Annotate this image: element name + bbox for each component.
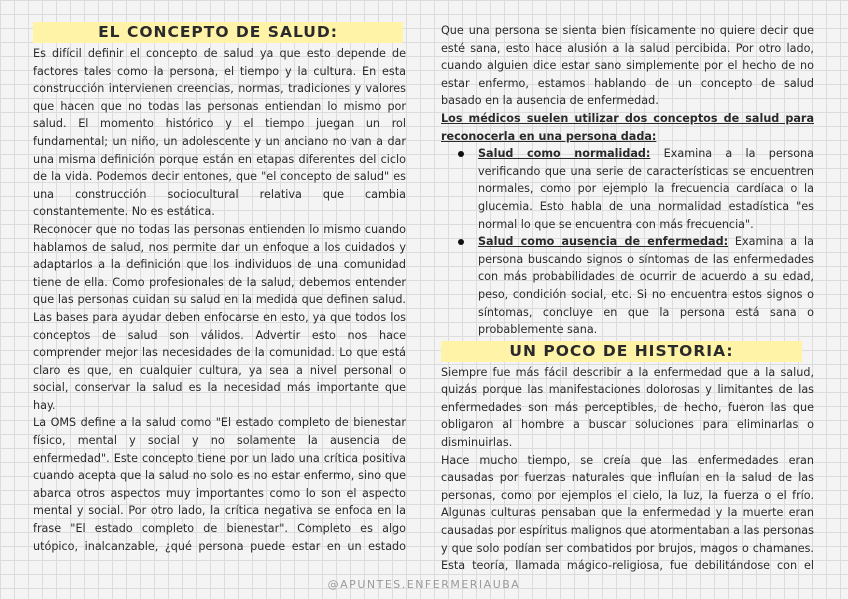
right-column — [441, 22, 814, 575]
list-item — [441, 233, 814, 339]
paragraph-salud-percibida: Que una persona se sienta bien físicamente no quiere decir que esté sana, esto hace alusión a la salud percibida. Por otro lado, cuando alguien dice estar sano simplemente por el hecho de no estar enfermo, estamos hablando de un concepto de salud basado en la ausencia de enfermedad. — [441, 24, 814, 108]
footer-handle: @APUNTES.ENFERMERIAUBA — [327, 578, 521, 591]
bullet-icon — [458, 239, 464, 245]
left-column — [33, 22, 406, 557]
paragraph-definicion: Es difícil definir el concepto de salud ya que esto depende de factores tales como la persona, el tiempo y la cultura. En esta construcción intervienen creencias, normas, tradiciones y valores que hacen que no todas las personas entiendan lo mismo por salud. El momento histórico y el tiempo juegan un rol fundamental; un niño, un adolescente y un anciano no van a dar una misma definición porque están en etapas diferentes del ciclo de la vida. Podemos decir entones, que "el concepto de salud" es una construcción sociocultural relativa que cambia constantemente. No es estática. — [33, 47, 406, 219]
bullet-icon — [458, 151, 464, 157]
paragraph-historia-1: Siempre fue más fácil describir a la enfermedad que a la salud, quizás porque las manifestaciones dolorosas y limitantes de las enfermedades son más perceptibles, de hecho, fueron las que obligaron al hombre a buscar soluciones para eliminarlas o disminuirlas. — [441, 365, 814, 450]
term-ausencia: Salud como ausencia de enfermedad: — [478, 235, 729, 249]
paragraph-oms: La OMS define a la salud como "El estado completo de bienestar físico, mental y social y no solamente la ausencia de enfermedad". Este concepto tiene por un lado una crítica positiva cuando acepta que la salud no solo es no estar enfermo, sino que abarca otros aspectos muy importantes como lo son el aspecto mental y social. Por otro lado, la crítica negativa se enfoca en la frase "El estado completo de bienestar". Completo es algo utópico, inalcanzable, ¿qué persona puede estar en un estado — [33, 416, 406, 553]
section-title-historia: UN POCO DE HISTORIA: — [441, 341, 802, 362]
term-normalidad: Salud como normalidad: — [478, 147, 651, 161]
text-ausencia: Examina a la persona buscando signos o síntomas de las enfermedades con más probabilidades de ocurrir de acuerdo a su edad, peso, condición social, etc. Si no encuentra estos signos o síntomas, concluye en que la persona está sana o probablemente sana. — [478, 235, 814, 337]
paragraph-reconocer: Reconocer que no todas las personas entienden lo mismo cuando hablamos de salud, nos permite dar un enfoque a los cuidados y adaptarlos a la definición que los individuos de una comunidad tiene de ella. Como profesionales de la salud, debemos entender que las personas cuidan su salud en la medida que definen salud. Las bases para ayudar deben enfocarse en esto, ya que todos los conceptos de salud son válidos. Advertir esto nos hace comprender mejor las necesidades de la comunidad. Lo que está claro es que, en cualquier cultura, ya sea a nivel personal o social, conservar la salud es la necesidad más importante que hay. — [33, 222, 406, 412]
concepts-list — [441, 145, 814, 339]
paragraph-historia-2: Hace mucho tiempo, se creía que las enfermedades eran causadas por fuerzas naturales que influían en la salud de las personas, como por ejemplos el cielo, la luz, la fuerza o el frío. Algunas culturas pensaban que la enfermedad y la muerte eran causadas por espíritus malignos que atormentaban a las personas y que solo podían ser combatidos por brujos, magos o chamanes. Esta teoría, llamada mágico-religiosa, fue debilitándose con el — [441, 453, 814, 573]
text-normalidad: Examina a la persona verificando que una serie de características se encuentren normales, como por ejemplo la frecuencia cardíaca o la glucemia. Esto habla de una normalidad estadística "es normal lo que se encuentra con más frecuencia". — [478, 147, 814, 231]
list-item — [441, 145, 814, 233]
list-heading: Los médicos suelen utilizar dos conceptos de salud para reconocerla en una persona dada: — [441, 111, 814, 143]
section-title-concepto: EL CONCEPTO DE SALUD: — [33, 22, 403, 43]
